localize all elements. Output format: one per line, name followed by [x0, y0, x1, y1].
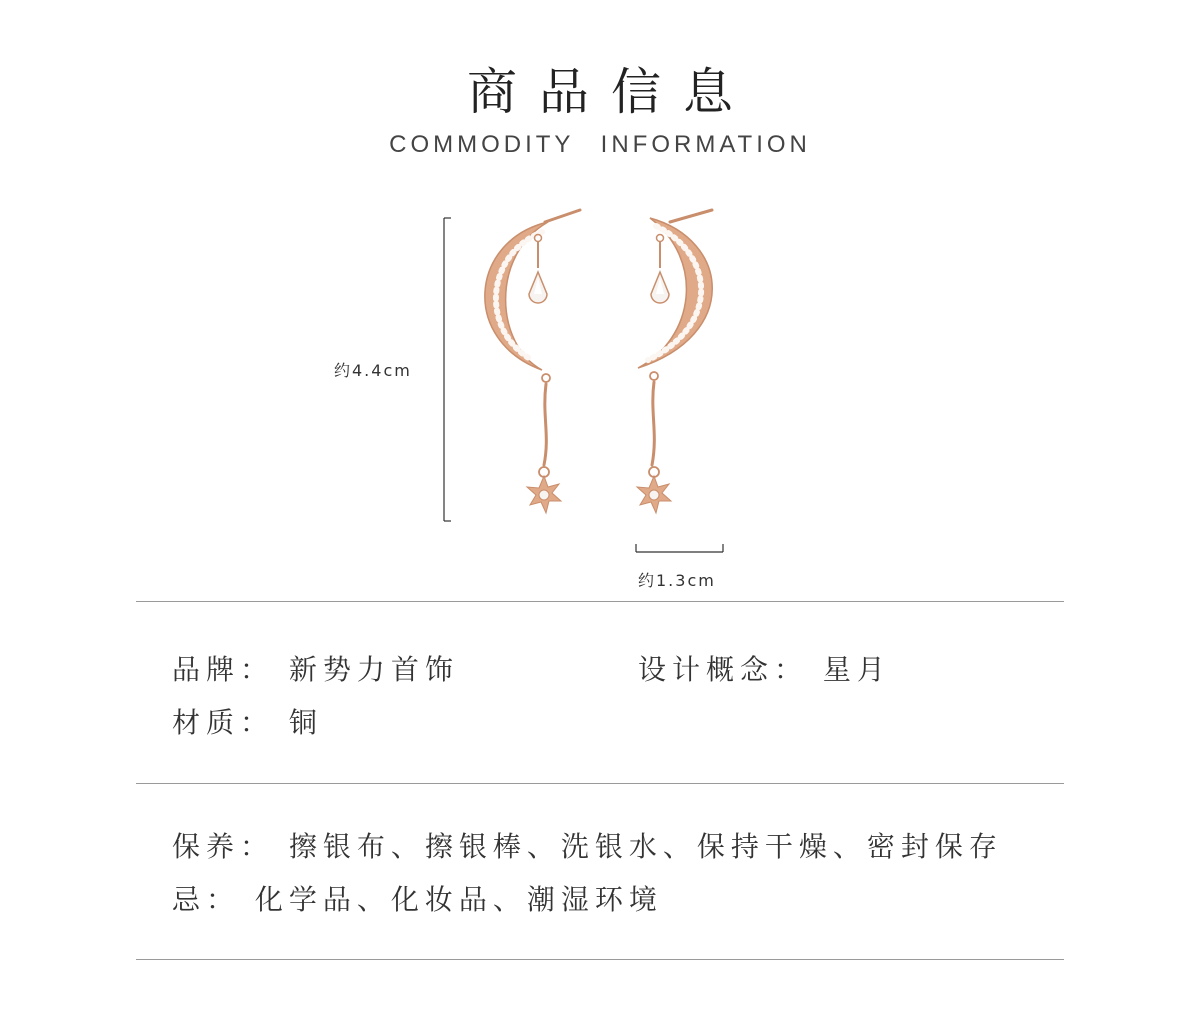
- page-subtitle: COMMODITY INFORMATION: [389, 131, 811, 158]
- material-info: 材质： 铜: [172, 706, 323, 739]
- brand-info: 品牌： 新势力首饰: [172, 653, 459, 686]
- left-earring: [485, 210, 580, 513]
- divider: [136, 959, 1064, 960]
- care-instructions: 保养： 擦银布、擦银棒、洗银水、保持干燥、密封保存: [172, 830, 1003, 863]
- page-title: 商品信息: [467, 63, 755, 121]
- height-dimension-label: 约4.4cm: [334, 361, 412, 380]
- divider: [136, 783, 1064, 784]
- height-dimension-bracket: [444, 218, 451, 521]
- right-earring: [637, 210, 712, 513]
- avoid-instructions: 忌： 化学品、化妆品、潮湿环境: [172, 883, 663, 916]
- width-dimension-label: 约1.3cm: [638, 571, 716, 590]
- divider: [136, 601, 1064, 602]
- design-concept-info: 设计概念： 星月: [638, 653, 891, 686]
- product-image: [320, 200, 760, 600]
- width-dimension-bracket: [636, 544, 723, 552]
